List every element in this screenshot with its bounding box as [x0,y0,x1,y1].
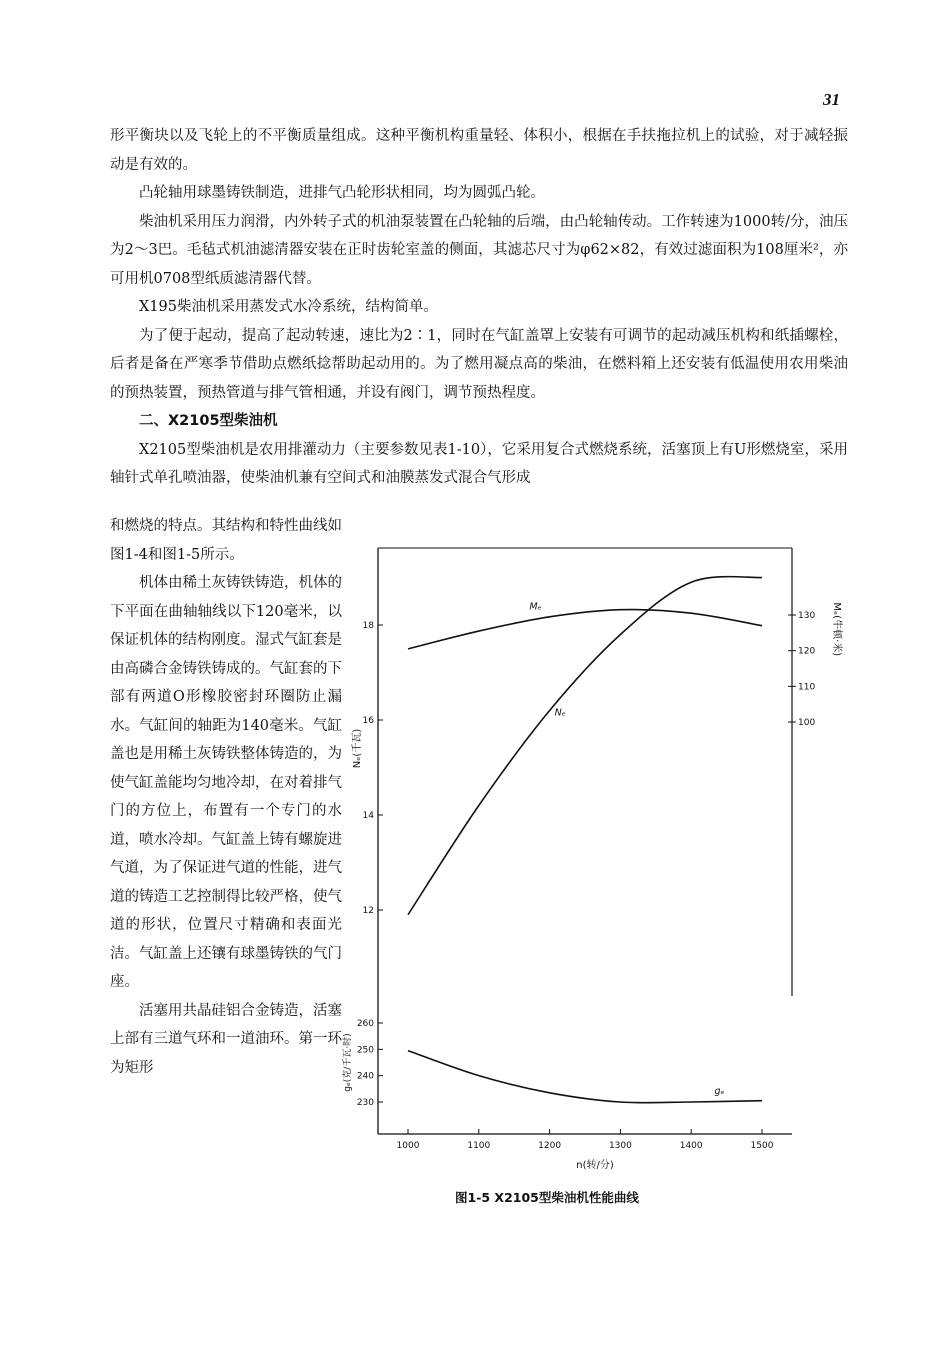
ge-tick-label: 250 [356,1045,374,1056]
ge-tick-label: 240 [356,1071,374,1082]
x-tick-label: 1200 [538,1141,562,1151]
paragraph: 为了便于起动，提高了起动转速，速比为2∶1，同时在气缸盖罩上安装有可调节的起动减压机构和纸插螺栓，后者是备在严寒季节借助点燃纸捻帮助起动用的。为了燃用凝点高的柴油，在燃料箱上还安装有低温使用农用柴油的预热装置，预热管道与排气管相通，并设有阀门，调节预热程度。 [110,327,848,401]
paragraph: 机体由稀土灰铸铁铸造，机体的下平面在曲轴轴线以下120毫米，以保证机体的结构刚度。湿式气缸套是由高磷合金铸铁铸成的。气缸套的下部有两道O形橡胶密封环圈防止漏水。气缸间的轴距为140毫米。气缸盖也是用稀土灰铸铁整体铸造的，为使气缸盖能均匀地冷却，在对着排气门的方位上，布置有一个专门的水道，喷水冷却。气缸盖上铸有螺旋进气道，为了保证进气道的性能，进气道的铸造工艺控制得比较严格，使气道的形状，位置尺寸精确和表面光洁。气缸盖上还镶有球墨铸铁的气门座。 [110,575,342,990]
series-line [408,1051,762,1103]
paragraph: 和燃烧的特点。其结构和特性曲线如图1-4和图1-5所示。 [110,518,342,563]
series-line [408,577,762,915]
ge-tick-label: 230 [356,1098,374,1108]
x-tick-label: 1000 [396,1141,420,1151]
paragraph: X2105型柴油机是农用排灌动力（主要参数见表1-10），它采用复合式燃烧系统，活塞顶上有U形燃烧室，采用轴针式单孔喷油器，使柴油机兼有空间式和油膜蒸发式混合气形成 [110,441,848,486]
right-tick-label: 100 [798,718,816,728]
x-tick-label: 1500 [750,1141,774,1151]
section-heading: 二、X2105型柴油机 [139,413,278,429]
x-axis-label: n(转/分) [576,1160,614,1171]
series-label: Mₑ [529,601,542,613]
performance-chart [330,540,850,1220]
chart-svg [330,540,850,1180]
right-tick-label: 130 [798,611,816,621]
paragraph: 柴油机采用压力润滑，内外转子式的机油泵装置在凸轮轴的后端，由凸轮轴传动。工作转速为1000转/分，油压为2～3巴。毛毡式机油滤清器安装在正时齿轮室盖的侧面，其滤芯尺寸为φ62×82，有效过滤面积为108厘米²，亦可用机0708型纸质滤清器代替。 [110,213,848,287]
page-number: 31 [823,90,840,109]
paragraph: 活塞用共晶硅铝合金铸造，活塞上部有三道气环和一道油环。第一环为矩形 [110,1002,342,1076]
paragraph: 凸轮轴用球墨铸铁制造，进排气凸轮形状相同，均为圆弧凸轮。 [139,185,545,201]
left-tick-label: 14 [362,811,374,821]
left-tick-label: 12 [362,906,374,916]
series-line [408,610,762,649]
right-tick-label: 120 [798,646,816,657]
paragraph: 形平衡块以及飞轮上的不平衡质量组成。这种平衡机构重量轻、体积小，根据在手扶拖拉机上的试验，对于减轻振动是有效的。 [110,128,848,173]
paragraph: X195柴油机采用蒸发式水冷系统，结构简单。 [139,299,438,315]
left-tick-label: 16 [362,716,374,726]
ge-tick-label: 260 [356,1019,374,1029]
series-label: Nₑ [554,707,566,719]
ge-axis-label: gₑ(克/千瓦·时) [343,1033,353,1092]
x-tick-label: 1400 [679,1141,703,1151]
series-label: gₑ [714,1086,725,1098]
left-tick-label: 18 [362,621,374,631]
x-tick-label: 1300 [608,1141,632,1151]
right-axis-label: Mₑ(牛顿·米) [831,602,842,657]
figure-caption: 图1-5 X2105型柴油机性能曲线 [455,1190,639,1205]
right-tick-label: 110 [798,682,816,693]
body-text [110,122,848,493]
left-axis-label: Nₑ(千瓦) [352,728,363,769]
column-text [110,512,342,1082]
x-tick-label: 1100 [467,1141,491,1151]
